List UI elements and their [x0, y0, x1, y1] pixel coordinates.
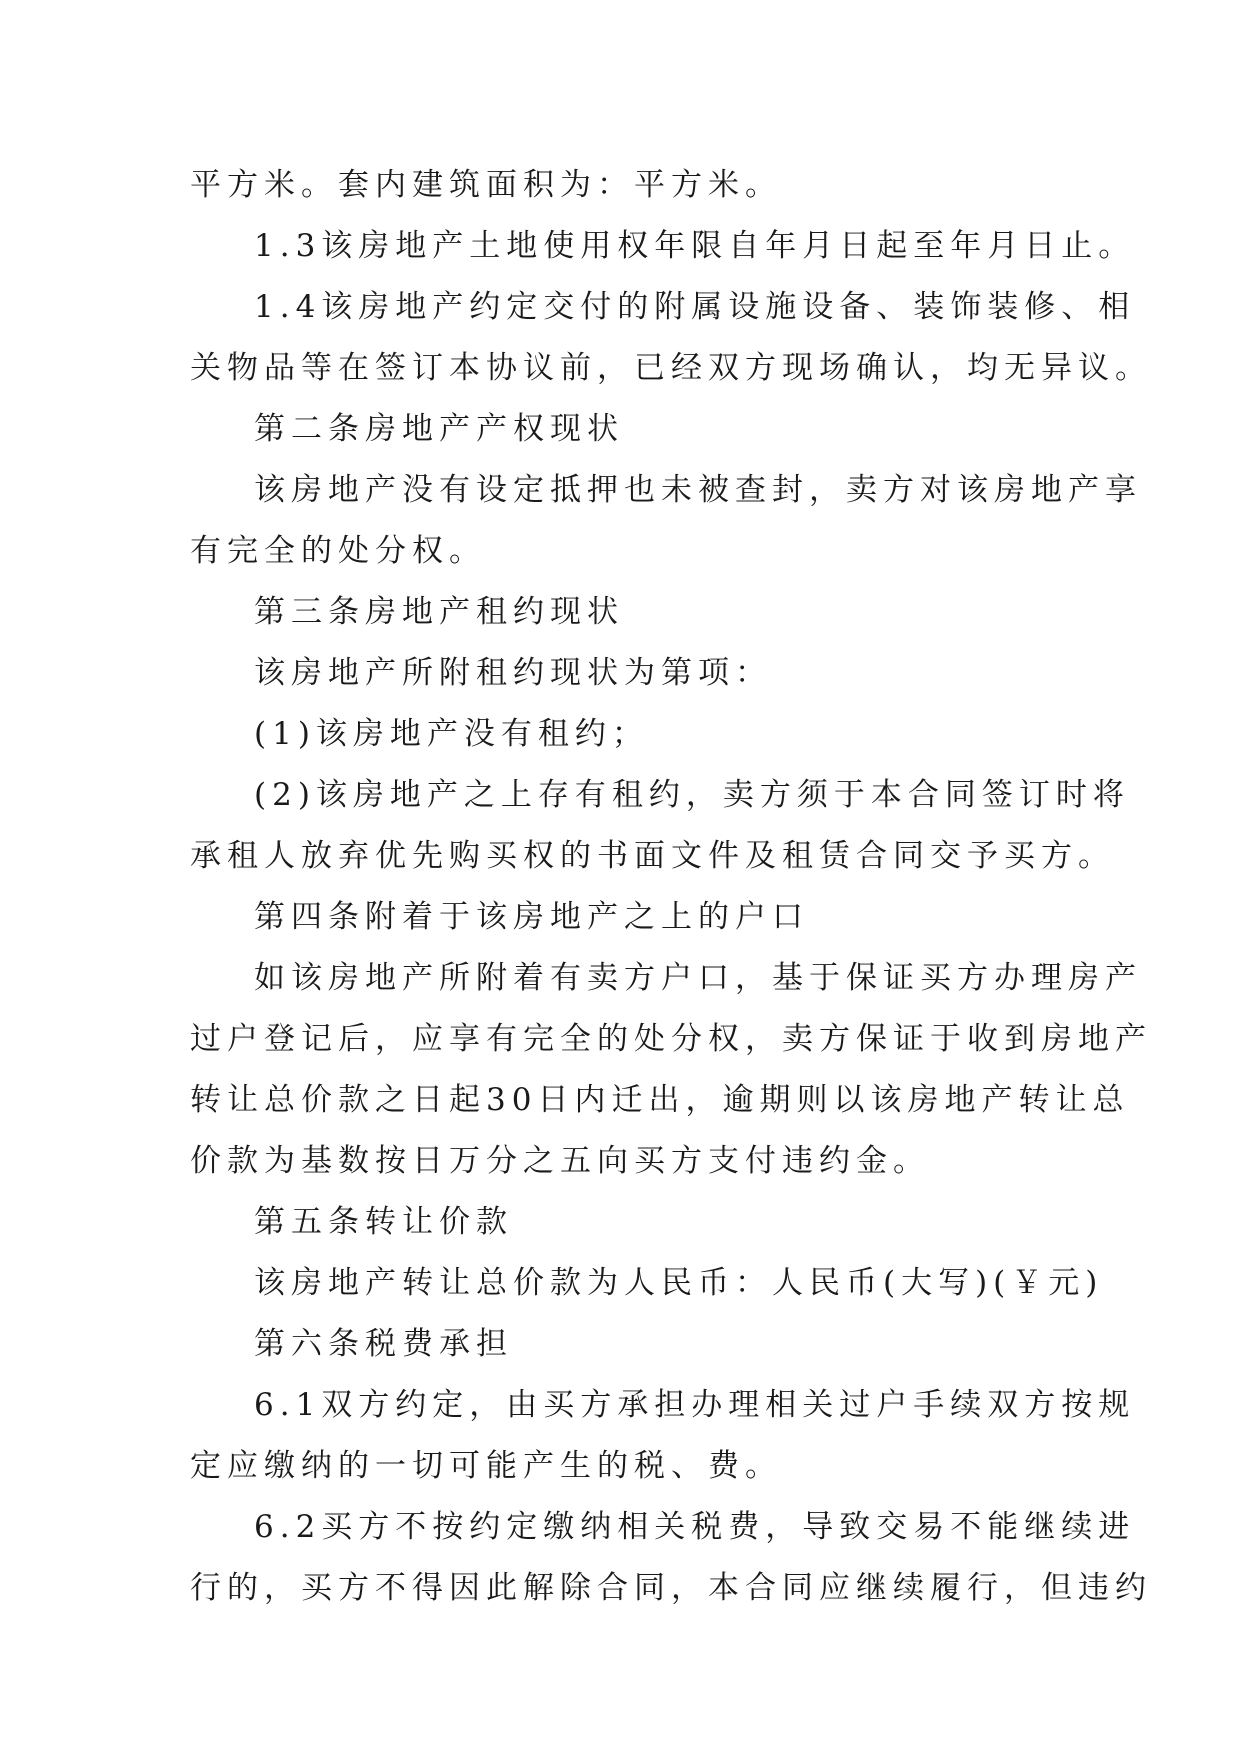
- section-heading-2: 第二条房地产产权现状: [254, 411, 624, 447]
- section-heading-3: 第三条房地产租约现状: [254, 594, 624, 630]
- text-line: 该房地产转让总价款为人民币：人民币(大写)(￥元): [254, 1265, 1104, 1301]
- section-heading-5: 第五条转让价款: [254, 1204, 513, 1240]
- text-line: 平方米。套内建筑面积为：平方米。: [190, 167, 782, 203]
- text-line: 价款为基数按日万分之五向买方支付违约金。: [190, 1143, 930, 1179]
- list-item-2: (2)该房地产之上存有租约，卖方须于本合同签订时将: [254, 777, 1130, 813]
- text-line: 过户登记后，应享有完全的处分权，卖方保证于收到房地产: [190, 1021, 1152, 1057]
- text-line: 关物品等在签订本协议前，已经双方现场确认，均无异议。: [190, 350, 1152, 386]
- text-line: 有完全的处分权。: [190, 533, 486, 569]
- clause-6-2: 6.2买方不按约定缴纳相关税费，导致交易不能继续进: [254, 1509, 1136, 1545]
- clause-1-4: 1.4该房地产约定交付的附属设施设备、装饰装修、相: [254, 289, 1136, 325]
- section-heading-6: 第六条税费承担: [254, 1326, 513, 1362]
- text-line: 行的，买方不得因此解除合同，本合同应继续履行，但违约: [190, 1570, 1152, 1606]
- text-line: 该房地产没有设定抵押也未被查封，卖方对该房地产享: [254, 472, 1142, 508]
- text-line: 该房地产所附租约现状为第项：: [254, 655, 772, 691]
- clause-6-1: 6.1双方约定，由买方承担办理相关过户手续双方按规: [254, 1387, 1136, 1423]
- text-line: 转让总价款之日起30日内迁出，逾期则以该房地产转让总: [190, 1082, 1130, 1118]
- text-line: 如该房地产所附着有卖方户口，基于保证买方办理房产: [254, 960, 1142, 996]
- list-item-1: (1)该房地产没有租约；: [254, 716, 649, 752]
- text-line: 承租人放弃优先购买权的书面文件及租赁合同交予买方。: [190, 838, 1115, 874]
- text-line: 定应缴纳的一切可能产生的税、费。: [190, 1448, 782, 1484]
- clause-1-3: 1.3该房地产土地使用权年限自年月日起至年月日止。: [254, 228, 1136, 264]
- section-heading-4: 第四条附着于该房地产之上的户口: [254, 899, 809, 935]
